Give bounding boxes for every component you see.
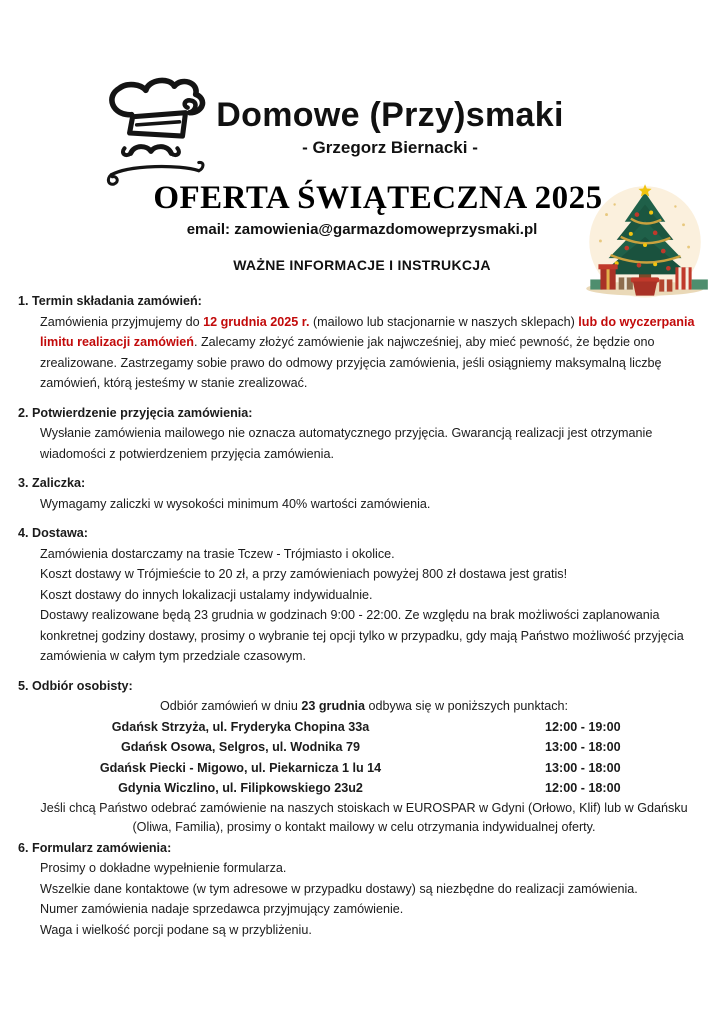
form-line: Waga i wielkość porcji podane są w przybliżeniu. [40, 922, 312, 937]
section-dostawa [18, 523, 710, 667]
pickup-location: Gdynia Wiczlino, ul. Filipkowskiego 23u2 [118, 781, 363, 795]
page-title: OFERTA ŚWIĄTECZNA 2025 [153, 180, 603, 216]
text-run: . Zalecamy złożyć zamówienie jak najwcześniej, aby mieć pewność, że będzie ono zrealizowane. Zastrzegamy sobie prawo do odmowy przyjęcia zamówienia, jeśli osiągniemy maksymalną liczbę zamówień, którą jesteśmy w stanie zrealizować. [40, 335, 662, 390]
pickup-intro [18, 696, 710, 717]
pickup-point-row [18, 737, 710, 758]
text-run: Odbiór zamówień w dniu [159, 699, 302, 713]
section-paragraph [40, 312, 708, 394]
brand-owner: - Grzegorz Biernacki - [302, 138, 478, 157]
section-termin-skladania-zamowien [18, 291, 710, 394]
brand-block [198, 96, 582, 158]
pickup-date: 23 grudnia [301, 699, 366, 713]
eurospar-note: Jeśli chcą Państwo odebrać zamówienie na naszych stoiskach w EUROSPAR w Gdyni (Orłowo, Klif) lub w Gdańsku (Oliwa, Familia), prosimy o kontakt mailowy w celu otrzymania indywidualnej oferty. [40, 800, 688, 834]
delivery-line: Dostawy realizowane będą 23 grudnia w godzinach 9:00 - 22:00. Ze względu na brak możliwości zaplanowania konkretnej godziny dostawy, prosimy o wybranie tej opcji tylko w przypadku, gdy mają Państwo możliwość przyjęcia zamówienia w całym tym przedziale czasowym. [40, 608, 684, 663]
text-run: (mailowo lub stacjonarnie w naszych sklepach) [309, 314, 579, 329]
pickup-location: Gdańsk Piecki - Migowo, ul. Piekarnicza 1 lu 14 [99, 760, 382, 775]
pickup-point-row [18, 717, 710, 738]
form-line: Prosimy o dokładne wypełnienie formularza. [40, 861, 287, 875]
delivery-line: Zamówienia dostarczamy na trasie Tczew - Trójmiasto i okolice. [40, 546, 395, 561]
email-line: email: zamowienia@garmazdomoweprzysmaki.pl [186, 221, 538, 238]
section-paragraph: Wysłanie zamówienia mailowego nie oznacza automatycznego przyjęcia. Gwarancją realizacji jest otrzymanie wiadomości z potwierdzeniem przyjęcia zamówienia. [40, 426, 653, 461]
text-run: odbywa się w poniższych punktach: [365, 699, 569, 713]
pickup-point-row [18, 758, 710, 779]
section-heading: 6. Formularz zamówienia: [18, 840, 172, 855]
chef-hat-logo [98, 74, 210, 190]
section-odbior-osobisty [18, 676, 710, 838]
delivery-line: Koszt dostawy w Trójmieście to 20 zł, a przy zamówieniach powyżej 800 zł dostawa jest gratis! [40, 567, 568, 581]
form-line: Wszelkie dane kontaktowe (w tym adresowe w przypadku dostawy) są niezbędne do realizacji zamówienia. [40, 881, 638, 896]
document-body [18, 291, 710, 949]
pickup-hours: 13:00 - 18:00 [545, 760, 621, 775]
section-zaliczka [18, 473, 710, 514]
section-formularz-zamowienia [18, 838, 710, 941]
pickup-hours: 12:00 - 19:00 [545, 719, 621, 734]
pickup-location: Gdańsk Strzyża, ul. Fryderyka Chopina 33a [111, 719, 370, 734]
brand-name: Domowe (Przy)smaki [216, 96, 564, 134]
text-run: Zamówienia przyjmujemy do [40, 314, 204, 329]
section-heading: 2. Potwierdzenie przyjęcia zamówienia: [18, 405, 253, 420]
section-heading: 1. Termin składania zamówień: [18, 294, 202, 308]
pickup-hours: 12:00 - 18:00 [545, 781, 621, 795]
section-paragraph: Wymagamy zaliczki w wysokości minimum 40% wartości zamówienia. [40, 496, 431, 511]
delivery-line: Koszt dostawy do innych lokalizacji ustalamy indywidualnie. [40, 587, 373, 602]
important-info-subtitle: WAŻNE INFORMACJE I INSTRUKCJA [233, 257, 491, 273]
section-potwierdzenie-przyjecia [18, 403, 710, 465]
form-line: Numer zamówienia nadaje sprzedawca przyjmujący zamówienie. [40, 902, 404, 916]
deadline-highlight: 12 grudnia 2025 r. [203, 314, 310, 329]
pickup-point-row [18, 778, 710, 799]
pickup-location: Gdańsk Osowa, Selgros, ul. Wodnika 79 [120, 740, 361, 754]
section-heading: 4. Dostawa: [18, 526, 88, 540]
section-heading: 5. Odbiór osobisty: [18, 678, 133, 693]
christmas-tree-illustration [566, 184, 720, 306]
limit-highlight: lub do wyczerpania limitu realizacji zamówień [40, 314, 695, 349]
pickup-hours: 13:00 - 18:00 [545, 740, 621, 754]
section-heading: 3. Zaliczka: [18, 476, 86, 490]
